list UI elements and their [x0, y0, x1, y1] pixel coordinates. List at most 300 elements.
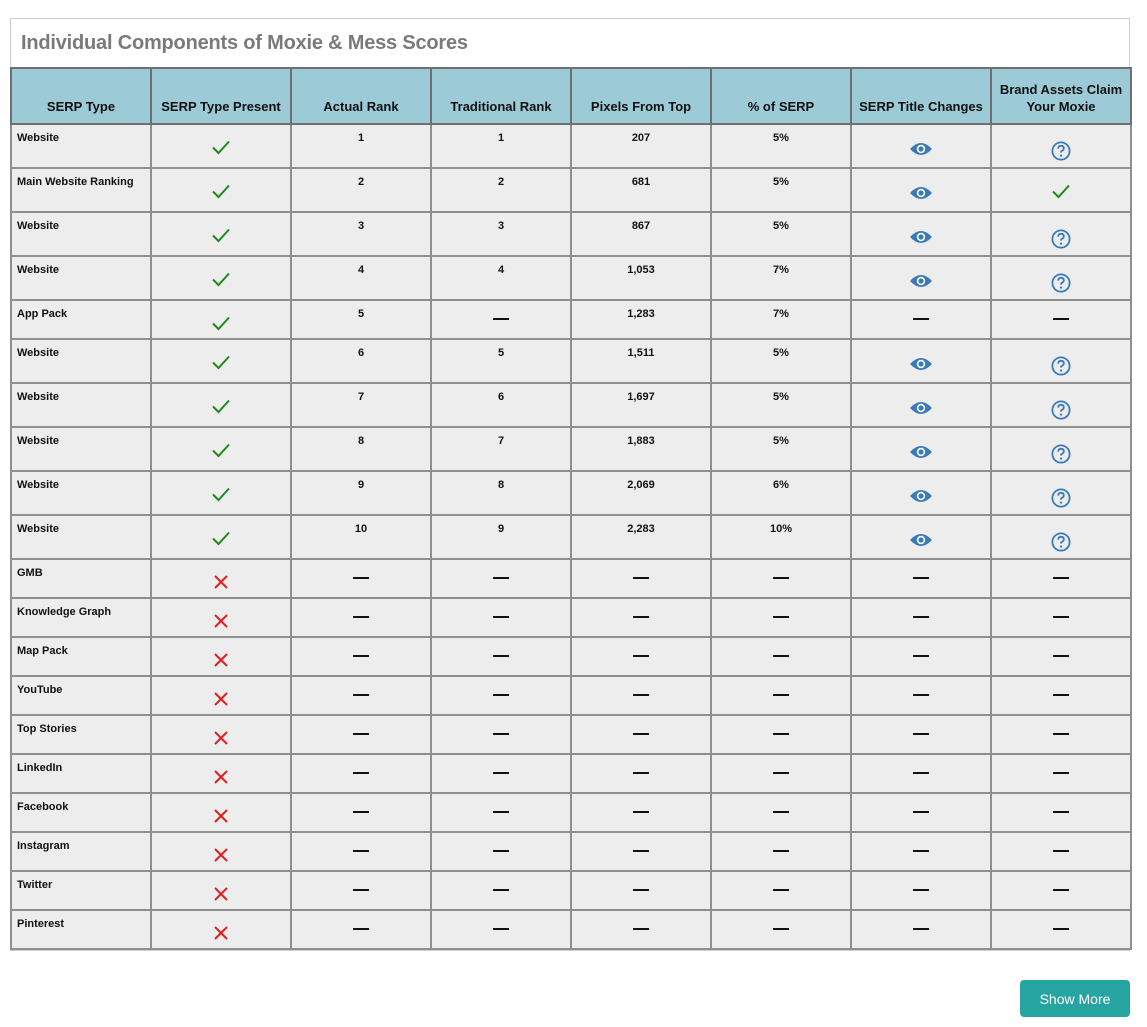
cell-actual-rank	[291, 715, 431, 754]
cell-traditional-rank	[431, 793, 571, 832]
dash-icon	[572, 887, 710, 891]
check-icon	[152, 486, 290, 502]
cell-percent	[711, 383, 851, 427]
dash-icon	[292, 926, 430, 930]
cross-icon	[152, 769, 290, 785]
serp-type-label: Website	[17, 132, 59, 144]
cell-actual-rank	[291, 871, 431, 910]
cell-serp-type	[11, 168, 151, 212]
cell-traditional-rank	[431, 754, 571, 793]
cell-pixels	[571, 832, 711, 871]
cell-actual-rank	[291, 383, 431, 427]
dash-icon	[992, 731, 1130, 735]
cell-present	[151, 383, 291, 427]
table-header-row	[11, 68, 1131, 124]
dash-icon	[712, 692, 850, 696]
table-row	[11, 471, 1131, 515]
cell-value: 7%	[773, 264, 789, 276]
cell-present	[151, 168, 291, 212]
cell-value: 6	[497, 391, 505, 403]
dash-icon	[432, 887, 570, 891]
cell-value: 2,283	[627, 523, 655, 535]
dash-icon	[292, 575, 430, 579]
cell-serp-type	[11, 598, 151, 637]
dash-icon	[572, 809, 710, 813]
header-pixels-from-top: Pixels From Top	[571, 68, 711, 124]
cell-percent	[711, 168, 851, 212]
cell-brand-assets	[991, 212, 1131, 256]
cell-brand-assets	[991, 471, 1131, 515]
check-icon	[152, 354, 290, 370]
eye-icon[interactable]	[852, 488, 990, 504]
cell-title-changes	[851, 339, 991, 383]
dash-icon	[432, 809, 570, 813]
cell-value: 6	[357, 347, 365, 359]
cell-percent	[711, 793, 851, 832]
cell-present	[151, 339, 291, 383]
cell-pixels	[571, 339, 711, 383]
dash-icon	[852, 770, 990, 774]
serp-type-label: LinkedIn	[17, 762, 63, 774]
cell-value: 207	[631, 132, 651, 144]
cell-serp-type	[11, 559, 151, 598]
cell-present	[151, 910, 291, 949]
table-row	[11, 637, 1131, 676]
cell-title-changes	[851, 598, 991, 637]
show-more-button[interactable]: Show More	[1020, 980, 1130, 1017]
cross-icon	[152, 808, 290, 824]
dash-icon	[572, 770, 710, 774]
cell-pixels	[571, 559, 711, 598]
cell-value: 5%	[773, 176, 789, 188]
cell-actual-rank	[291, 793, 431, 832]
cell-value: 10	[354, 523, 368, 535]
question-icon[interactable]	[992, 444, 1130, 464]
cell-title-changes	[851, 212, 991, 256]
cell-serp-type	[11, 871, 151, 910]
dash-icon	[572, 731, 710, 735]
question-icon[interactable]	[992, 356, 1130, 376]
cell-value: 6%	[773, 479, 789, 491]
check-icon	[152, 139, 290, 155]
dash-icon	[852, 926, 990, 930]
table-row	[11, 676, 1131, 715]
table-row	[11, 793, 1131, 832]
cross-icon	[152, 574, 290, 590]
dash-icon	[992, 692, 1130, 696]
check-icon	[992, 183, 1130, 199]
cell-serp-type	[11, 715, 151, 754]
cell-value: 5%	[773, 391, 789, 403]
dash-icon	[712, 887, 850, 891]
cell-brand-assets	[991, 124, 1131, 168]
cell-actual-rank	[291, 339, 431, 383]
table-row	[11, 559, 1131, 598]
cell-title-changes	[851, 715, 991, 754]
cell-percent	[711, 910, 851, 949]
dash-icon	[712, 848, 850, 852]
cell-value: 1	[497, 132, 505, 144]
cell-percent	[711, 871, 851, 910]
cell-serp-type	[11, 300, 151, 339]
table-row	[11, 427, 1131, 471]
cell-value: 7%	[773, 308, 789, 320]
cell-pixels	[571, 168, 711, 212]
serp-type-label: Knowledge Graph	[17, 606, 112, 618]
table-row	[11, 124, 1131, 168]
cell-percent	[711, 676, 851, 715]
cell-serp-type	[11, 832, 151, 871]
table-row	[11, 754, 1131, 793]
cell-brand-assets	[991, 300, 1131, 339]
cell-present	[151, 637, 291, 676]
cell-value: 681	[631, 176, 651, 188]
cell-brand-assets	[991, 515, 1131, 559]
cell-traditional-rank	[431, 300, 571, 339]
check-icon	[152, 271, 290, 287]
cell-value: 867	[631, 220, 651, 232]
cell-brand-assets	[991, 559, 1131, 598]
cell-value: 1,053	[627, 264, 655, 276]
cross-icon	[152, 886, 290, 902]
dash-icon	[992, 316, 1130, 320]
cell-traditional-rank	[431, 910, 571, 949]
eye-icon[interactable]	[852, 141, 990, 157]
cell-value: 5%	[773, 132, 789, 144]
cell-pixels	[571, 383, 711, 427]
serp-type-label: Website	[17, 523, 59, 535]
cell-pixels	[571, 212, 711, 256]
cell-traditional-rank	[431, 715, 571, 754]
eye-icon[interactable]	[852, 185, 990, 201]
cell-value: 8	[357, 435, 365, 447]
dash-icon	[992, 809, 1130, 813]
table-row	[11, 871, 1131, 910]
dash-icon	[992, 653, 1130, 657]
cell-brand-assets	[991, 871, 1131, 910]
serp-type-label: Website	[17, 391, 59, 403]
cross-icon	[152, 925, 290, 941]
dash-icon	[712, 926, 850, 930]
cell-title-changes	[851, 383, 991, 427]
cell-pixels	[571, 300, 711, 339]
cell-serp-type	[11, 676, 151, 715]
cell-actual-rank	[291, 427, 431, 471]
dash-icon	[572, 848, 710, 852]
panel-title: Individual Components of Moxie & Mess Scores	[21, 31, 468, 54]
dash-icon	[292, 614, 430, 618]
cell-brand-assets	[991, 598, 1131, 637]
cell-percent	[711, 124, 851, 168]
cell-pixels	[571, 515, 711, 559]
serp-type-label: Website	[17, 220, 59, 232]
cell-value: 9	[497, 523, 505, 535]
cell-pixels	[571, 124, 711, 168]
check-icon	[152, 315, 290, 331]
cell-present	[151, 427, 291, 471]
dash-icon	[292, 809, 430, 813]
cell-percent	[711, 515, 851, 559]
cell-brand-assets	[991, 168, 1131, 212]
cell-traditional-rank	[431, 124, 571, 168]
eye-icon[interactable]	[852, 444, 990, 460]
dash-icon	[852, 614, 990, 618]
table-row	[11, 212, 1131, 256]
dash-icon	[992, 575, 1130, 579]
cell-percent	[711, 598, 851, 637]
cell-percent	[711, 339, 851, 383]
cell-traditional-rank	[431, 637, 571, 676]
table-row	[11, 515, 1131, 559]
table-row	[11, 910, 1131, 949]
cell-pixels	[571, 471, 711, 515]
serp-type-label: Facebook	[17, 801, 69, 813]
cell-brand-assets	[991, 832, 1131, 871]
cell-brand-assets	[991, 715, 1131, 754]
table-row	[11, 300, 1131, 339]
cross-icon	[152, 691, 290, 707]
cell-present	[151, 676, 291, 715]
cell-actual-rank	[291, 832, 431, 871]
cell-actual-rank	[291, 212, 431, 256]
serp-type-label: Website	[17, 347, 59, 359]
cell-value: 2	[357, 176, 365, 188]
cell-title-changes	[851, 793, 991, 832]
cell-brand-assets	[991, 427, 1131, 471]
dash-icon	[852, 316, 990, 320]
cell-percent	[711, 559, 851, 598]
dash-icon	[292, 692, 430, 696]
cell-present	[151, 715, 291, 754]
cell-brand-assets	[991, 383, 1131, 427]
dash-icon	[992, 614, 1130, 618]
cell-percent	[711, 471, 851, 515]
header-actual-rank: Actual Rank	[291, 68, 431, 124]
cross-icon	[152, 613, 290, 629]
serp-type-label: Map Pack	[17, 645, 68, 657]
cell-traditional-rank	[431, 832, 571, 871]
cell-title-changes	[851, 168, 991, 212]
panel-header	[11, 19, 1129, 67]
cell-title-changes	[851, 124, 991, 168]
dash-icon	[852, 692, 990, 696]
cell-value: 4	[357, 264, 365, 276]
cell-actual-rank	[291, 559, 431, 598]
cell-title-changes	[851, 637, 991, 676]
cell-percent	[711, 637, 851, 676]
check-icon	[152, 398, 290, 414]
cell-value: 7	[497, 435, 505, 447]
cell-present	[151, 598, 291, 637]
header-brand-assets: Brand Assets Claim Your Moxie	[991, 68, 1131, 124]
question-icon[interactable]	[992, 532, 1130, 552]
cell-value: 7	[357, 391, 365, 403]
cell-value: 5	[497, 347, 505, 359]
cell-brand-assets	[991, 256, 1131, 300]
dash-icon	[712, 770, 850, 774]
question-icon[interactable]	[992, 400, 1130, 420]
cell-serp-type	[11, 754, 151, 793]
cell-serp-type	[11, 256, 151, 300]
cell-value: 2	[497, 176, 505, 188]
dash-icon	[852, 848, 990, 852]
check-icon	[152, 530, 290, 546]
cell-serp-type	[11, 515, 151, 559]
components-table	[10, 67, 1132, 950]
dash-icon	[712, 809, 850, 813]
eye-icon[interactable]	[852, 273, 990, 289]
cell-traditional-rank	[431, 598, 571, 637]
eye-icon[interactable]	[852, 356, 990, 372]
check-icon	[152, 227, 290, 243]
cell-serp-type	[11, 637, 151, 676]
cell-actual-rank	[291, 300, 431, 339]
cell-value: 1,283	[627, 308, 655, 320]
cell-title-changes	[851, 559, 991, 598]
dash-icon	[572, 692, 710, 696]
eye-icon[interactable]	[852, 532, 990, 548]
dash-icon	[992, 887, 1130, 891]
dash-icon	[432, 653, 570, 657]
cell-title-changes	[851, 471, 991, 515]
header-percent-of-serp: % of SERP	[711, 68, 851, 124]
header-serp-type: SERP Type	[11, 68, 151, 124]
cell-serp-type	[11, 124, 151, 168]
header-serp-title-changes: SERP Title Changes	[851, 68, 991, 124]
cell-present	[151, 256, 291, 300]
table-row	[11, 256, 1131, 300]
cell-serp-type	[11, 471, 151, 515]
question-icon[interactable]	[992, 141, 1130, 161]
cell-present	[151, 212, 291, 256]
cell-actual-rank	[291, 676, 431, 715]
cell-percent	[711, 832, 851, 871]
cell-present	[151, 559, 291, 598]
cell-serp-type	[11, 793, 151, 832]
serp-type-label: Website	[17, 479, 59, 491]
dash-icon	[432, 614, 570, 618]
cell-value: 8	[497, 479, 505, 491]
serp-type-label: App Pack	[17, 308, 68, 320]
dash-icon	[852, 575, 990, 579]
serp-type-label: Top Stories	[17, 723, 77, 735]
dash-icon	[852, 653, 990, 657]
cell-serp-type	[11, 427, 151, 471]
cross-icon	[152, 652, 290, 668]
cell-traditional-rank	[431, 256, 571, 300]
cell-value: 5%	[773, 220, 789, 232]
cell-actual-rank	[291, 598, 431, 637]
cell-present	[151, 300, 291, 339]
table-row	[11, 383, 1131, 427]
cell-value: 1,883	[627, 435, 655, 447]
dash-icon	[432, 770, 570, 774]
cell-value: 3	[357, 220, 365, 232]
cell-actual-rank	[291, 910, 431, 949]
cell-value: 5%	[773, 347, 789, 359]
cell-present	[151, 832, 291, 871]
cell-actual-rank	[291, 471, 431, 515]
serp-type-label: Website	[17, 435, 59, 447]
cell-value: 1,511	[627, 347, 655, 359]
dash-icon	[572, 926, 710, 930]
cell-title-changes	[851, 300, 991, 339]
dash-icon	[292, 887, 430, 891]
dash-icon	[712, 614, 850, 618]
table-row	[11, 832, 1131, 871]
question-icon[interactable]	[992, 488, 1130, 508]
serp-type-label: Twitter	[17, 879, 53, 891]
cell-traditional-rank	[431, 383, 571, 427]
serp-type-label: Pinterest	[17, 918, 65, 930]
cell-actual-rank	[291, 124, 431, 168]
cell-present	[151, 471, 291, 515]
cell-pixels	[571, 256, 711, 300]
cell-traditional-rank	[431, 676, 571, 715]
dash-icon	[712, 653, 850, 657]
cell-pixels	[571, 598, 711, 637]
dash-icon	[992, 770, 1130, 774]
cell-actual-rank	[291, 637, 431, 676]
cell-pixels	[571, 427, 711, 471]
cell-present	[151, 754, 291, 793]
cell-present	[151, 871, 291, 910]
cell-present	[151, 793, 291, 832]
cell-pixels	[571, 910, 711, 949]
cell-pixels	[571, 871, 711, 910]
question-icon[interactable]	[992, 229, 1130, 249]
eye-icon[interactable]	[852, 229, 990, 245]
question-icon[interactable]	[992, 273, 1130, 293]
dash-icon	[572, 575, 710, 579]
cell-title-changes	[851, 910, 991, 949]
cell-actual-rank	[291, 256, 431, 300]
cell-title-changes	[851, 515, 991, 559]
dash-icon	[432, 692, 570, 696]
cell-percent	[711, 427, 851, 471]
cell-percent	[711, 715, 851, 754]
cell-value: 1	[357, 132, 365, 144]
dash-icon	[292, 848, 430, 852]
cell-serp-type	[11, 339, 151, 383]
cell-actual-rank	[291, 754, 431, 793]
cell-traditional-rank	[431, 471, 571, 515]
cell-traditional-rank	[431, 871, 571, 910]
dash-icon	[712, 731, 850, 735]
cell-brand-assets	[991, 793, 1131, 832]
dash-icon	[292, 770, 430, 774]
dash-icon	[572, 614, 710, 618]
table-row	[11, 339, 1131, 383]
cell-title-changes	[851, 754, 991, 793]
dash-icon	[852, 809, 990, 813]
cell-value: 4	[497, 264, 505, 276]
cell-present	[151, 515, 291, 559]
cell-brand-assets	[991, 676, 1131, 715]
cell-title-changes	[851, 832, 991, 871]
cell-brand-assets	[991, 637, 1131, 676]
eye-icon[interactable]	[852, 400, 990, 416]
cell-value: 1,697	[627, 391, 655, 403]
cell-pixels	[571, 715, 711, 754]
cell-percent	[711, 754, 851, 793]
cell-value: 2,069	[627, 479, 655, 491]
cell-traditional-rank	[431, 339, 571, 383]
dash-icon	[852, 887, 990, 891]
cell-percent	[711, 212, 851, 256]
serp-type-label: Main Website Ranking	[17, 176, 134, 188]
cell-title-changes	[851, 871, 991, 910]
